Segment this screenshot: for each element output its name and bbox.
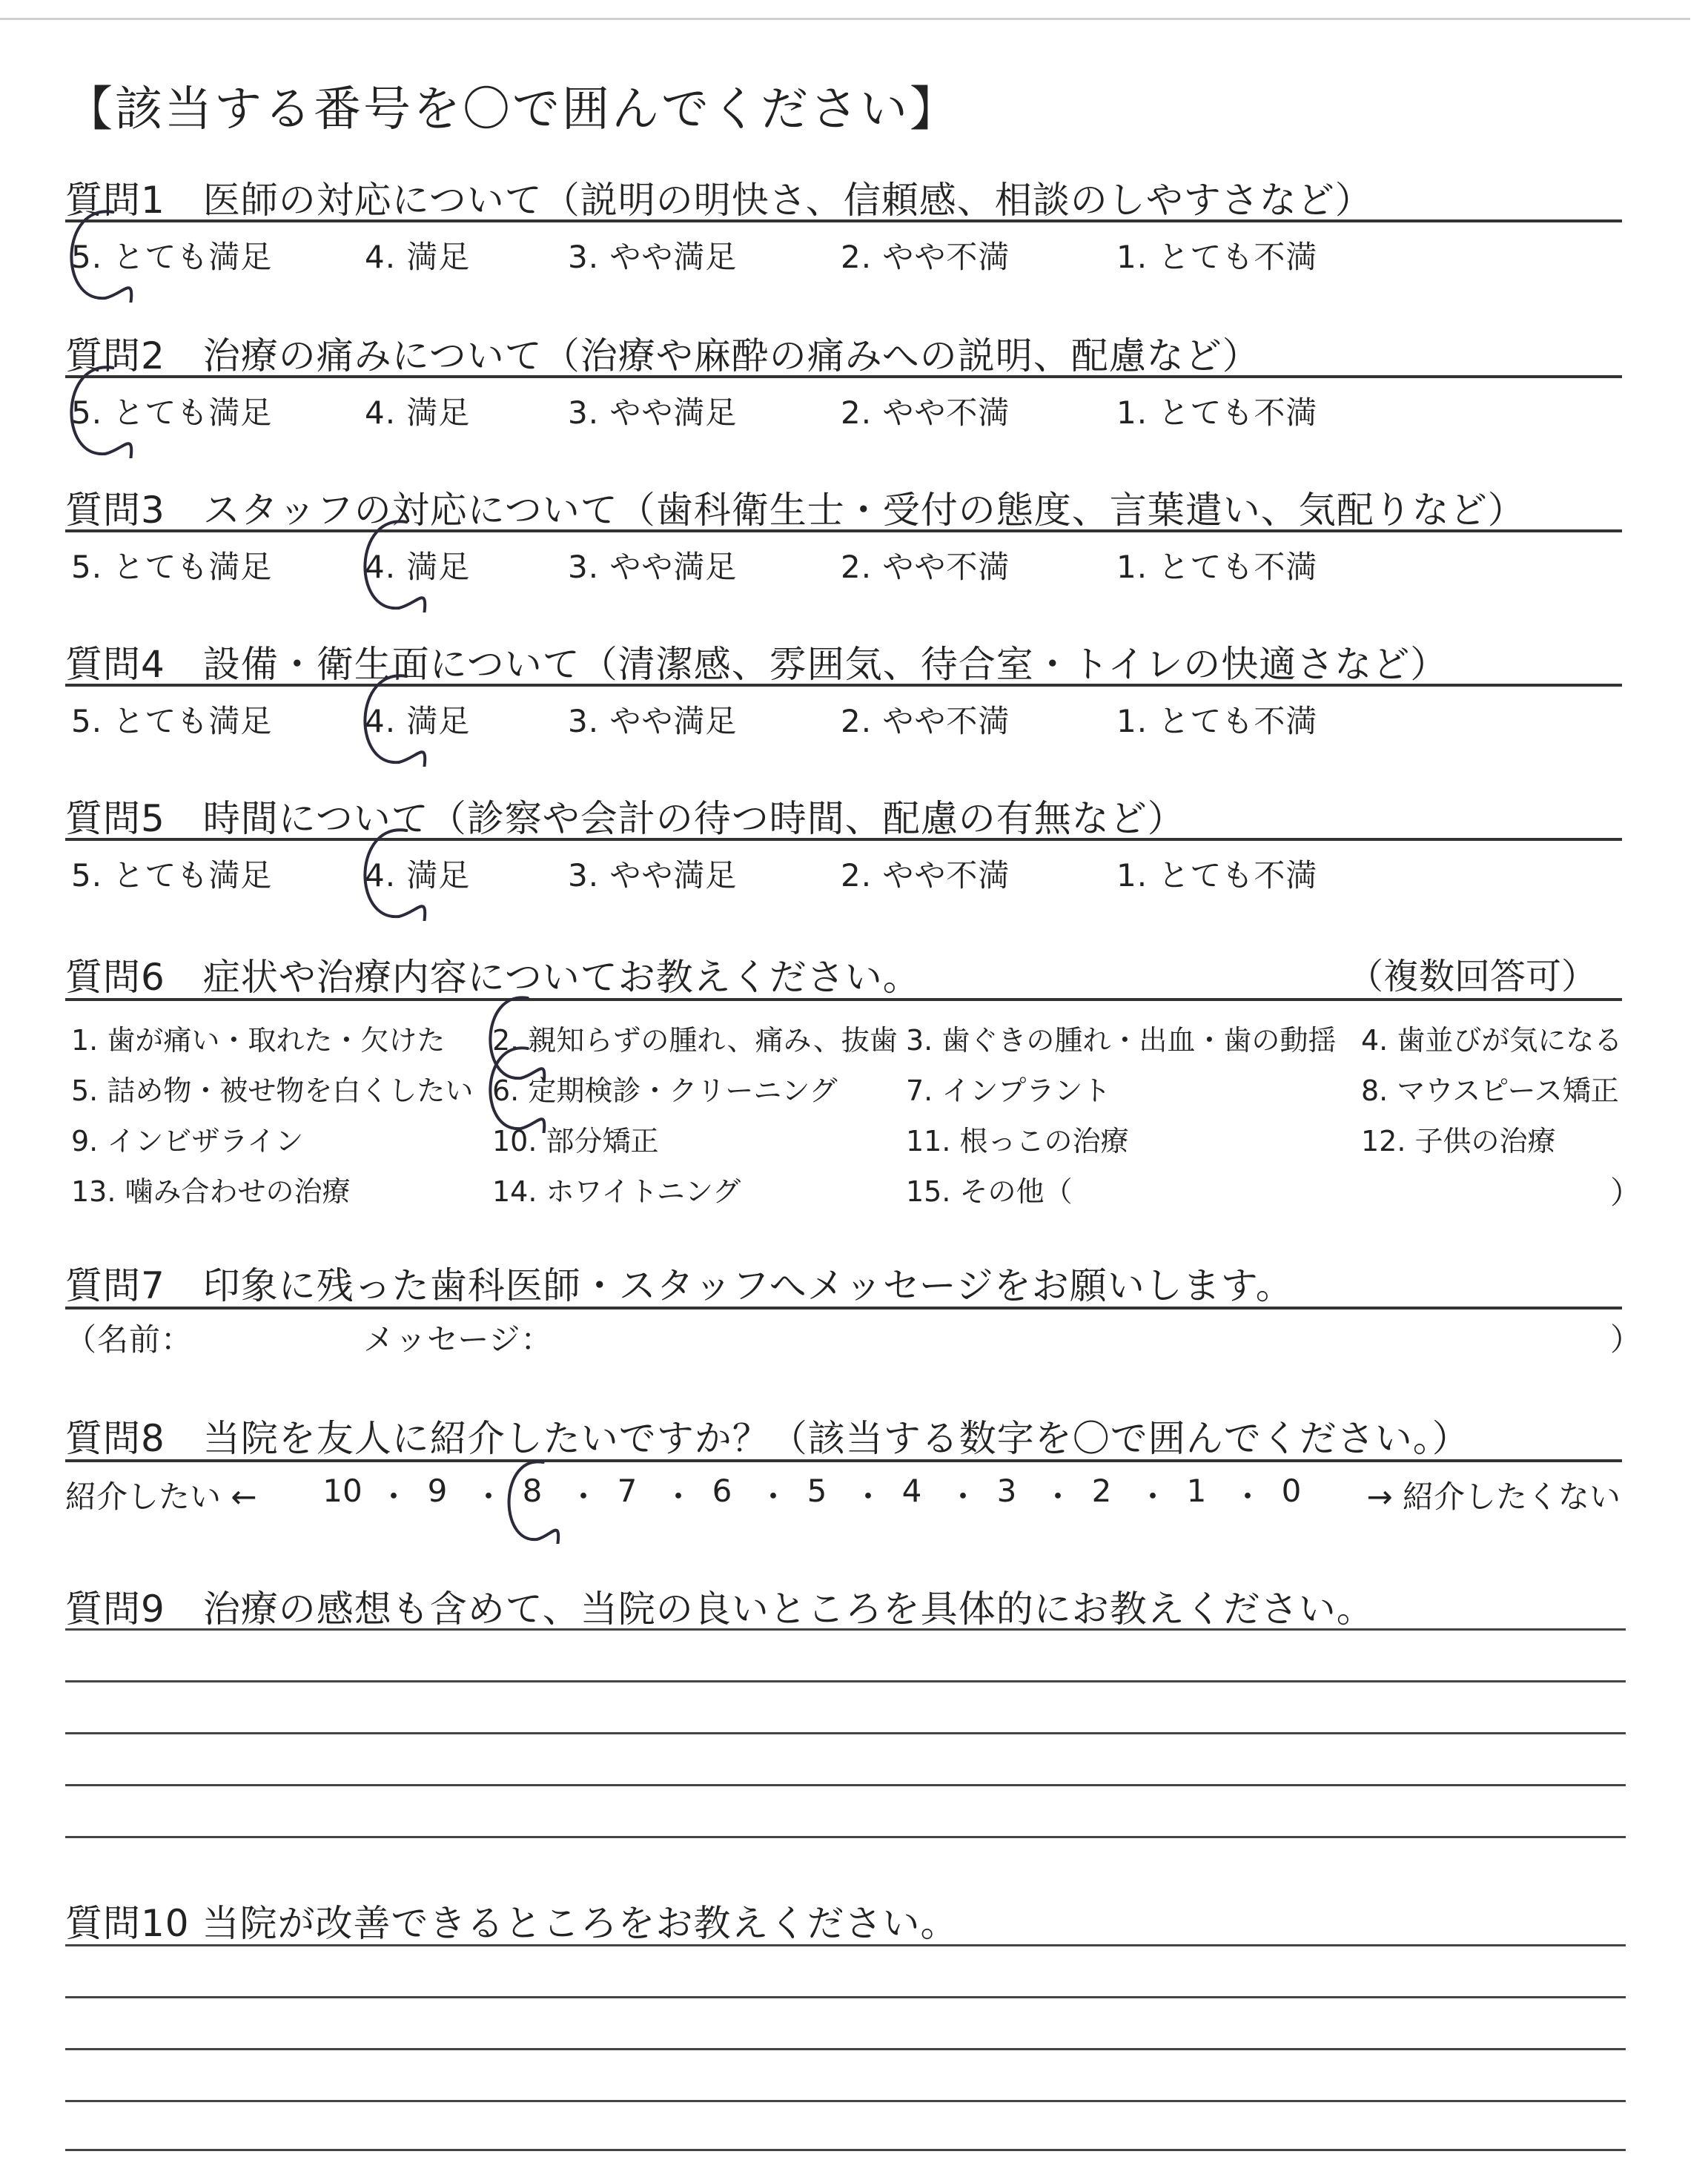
q1-option-4[interactable]: 4. 満足 — [365, 239, 471, 275]
q2-option-2[interactable]: 2. やや不満 — [841, 394, 1010, 431]
q8-scale-4[interactable]: 4 — [901, 1473, 922, 1509]
q6-option-14[interactable]: 14. ホワイトニング — [492, 1175, 741, 1208]
q3-option-4[interactable]: 4. 満足 — [365, 549, 471, 585]
q6-option-11[interactable]: 11. 根っこの治療 — [906, 1125, 1129, 1157]
q8-scale-7[interactable]: 7 — [617, 1473, 638, 1509]
q8-right-label: → 紹介したくない — [1366, 1479, 1621, 1515]
q6-option-6[interactable]: 6. 定期検診・クリーニング — [492, 1074, 838, 1107]
q10-line-3 — [65, 2048, 1626, 2050]
q6-option-13[interactable]: 13. 噛み合わせの治療 — [71, 1175, 351, 1208]
q10-line-1 — [65, 1944, 1626, 1946]
q5-option-2[interactable]: 2. やや不満 — [841, 857, 1010, 894]
q3-option-3[interactable]: 3. やや満足 — [568, 549, 738, 585]
q5-option-3[interactable]: 3. やや満足 — [568, 857, 738, 894]
q8-scale-separator: ・ — [758, 1479, 790, 1515]
q7-rule — [65, 1307, 1622, 1309]
q8-scale-3[interactable]: 3 — [996, 1473, 1017, 1509]
q8-heading: 質問8 当院を友人に紹介したいですか？（該当する数字を〇で囲んでください。） — [65, 1417, 1470, 1460]
q8-rule — [65, 1459, 1622, 1462]
q1-option-3[interactable]: 3. やや満足 — [568, 239, 738, 275]
q9-heading: 質問9 治療の感想も含めて、当院の良いところを具体的にお教えください。 — [65, 1588, 1374, 1631]
q5-option-5[interactable]: 5. とても満足 — [71, 857, 273, 894]
q6-option-2[interactable]: 2. 親知らずの腫れ、痛み、抜歯 — [492, 1024, 898, 1057]
q6-note: （複数回答可） — [1347, 956, 1597, 997]
q8-scale-6[interactable]: 6 — [712, 1473, 732, 1509]
q6-option-1[interactable]: 1. 歯が痛い・取れた・欠けた — [71, 1024, 446, 1057]
q8-scale-separator: ・ — [1042, 1479, 1074, 1515]
q8-selected-circle — [500, 1458, 568, 1544]
q8-scale-2[interactable]: 2 — [1091, 1473, 1112, 1509]
q8-scale-0[interactable]: 0 — [1281, 1473, 1302, 1509]
q8-scale-separator: ・ — [947, 1479, 979, 1515]
q3-rule — [65, 529, 1622, 532]
q8-scale-1[interactable]: 1 — [1186, 1473, 1207, 1509]
q2-option-1[interactable]: 1. とても不満 — [1116, 394, 1318, 431]
q1-option-5[interactable]: 5. とても満足 — [71, 239, 273, 275]
q1-rule — [65, 219, 1622, 222]
q8-scale-5[interactable]: 5 — [807, 1473, 827, 1509]
q2-option-3[interactable]: 3. やや満足 — [568, 394, 738, 431]
q3-heading: 質問3 スタッフの対応について（歯科衛生士・受付の態度、言葉遣い、気配りなど） — [65, 489, 1526, 532]
q4-heading: 質問4 設備・衛生面について（清潔感、雰囲気、待合室・トイレの快適さなど） — [65, 643, 1449, 686]
q2-heading: 質問2 治療の痛みについて（治療や麻酔の痛みへの説明、配慮など） — [65, 334, 1260, 377]
q8-scale-separator: ・ — [1137, 1479, 1169, 1515]
q6-rule — [65, 998, 1622, 1001]
q6-option-8[interactable]: 8. マウスピース矯正 — [1361, 1074, 1619, 1107]
q2-option-4[interactable]: 4. 満足 — [365, 394, 471, 431]
q6-heading: 質問6 症状や治療内容についてお教えください。 — [65, 956, 921, 999]
q6-option-10[interactable]: 10. 部分矯正 — [492, 1125, 659, 1157]
q2-rule — [65, 375, 1622, 378]
q9-line-4 — [65, 1784, 1626, 1786]
q1-heading: 質問1 医師の対応について（説明の明快さ、信頼感、相談のしやすさなど） — [65, 179, 1373, 222]
q4-option-3[interactable]: 3. やや満足 — [568, 703, 738, 739]
q8-scale-separator: ・ — [663, 1479, 695, 1515]
q7-message-label: メッセージ： — [363, 1321, 553, 1358]
q6-other-close-paren: ） — [1610, 1175, 1642, 1211]
q4-rule — [65, 684, 1622, 687]
q10-line-5 — [65, 2149, 1626, 2151]
q1-option-2[interactable]: 2. やや不満 — [841, 239, 1010, 275]
q2-selected-circle — [61, 363, 142, 458]
q2-option-5[interactable]: 5. とても満足 — [71, 394, 273, 431]
q9-line-3 — [65, 1732, 1626, 1734]
q7-close-paren: ） — [1610, 1321, 1642, 1358]
page-title: 【該当する番号を〇で囲んでください】 — [65, 82, 959, 137]
q6-option-5[interactable]: 5. 詰め物・被せ物を白くしたい — [71, 1074, 474, 1107]
q4-option-2[interactable]: 2. やや不満 — [841, 703, 1010, 739]
q10-heading: 質問10 当院が改善できるところをお教えください。 — [65, 1902, 959, 1945]
q7-heading: 質問7 印象に残った歯科医師・スタッフへメッセージをお願いします。 — [65, 1264, 1294, 1307]
q3-option-5[interactable]: 5. とても満足 — [71, 549, 273, 585]
q3-option-1[interactable]: 1. とても不満 — [1116, 549, 1318, 585]
q1-option-1[interactable]: 1. とても不満 — [1116, 239, 1318, 275]
q9-line-5 — [65, 1836, 1626, 1838]
q4-option-5[interactable]: 5. とても満足 — [71, 703, 273, 739]
q3-selected-circle — [354, 518, 436, 612]
q8-scale-9[interactable]: 9 — [427, 1473, 448, 1509]
q4-option-1[interactable]: 1. とても不満 — [1116, 703, 1318, 739]
q3-option-2[interactable]: 2. やや不満 — [841, 549, 1010, 585]
q5-rule — [65, 838, 1622, 841]
q6-option-9[interactable]: 9. インビザライン — [71, 1125, 304, 1157]
q8-scale-8[interactable]: 8 — [522, 1473, 543, 1509]
q5-selected-circle — [354, 826, 436, 921]
q4-selected-circle — [354, 672, 436, 767]
q6-option-15[interactable]: 15. その他（ — [906, 1175, 1073, 1208]
q6-option-3[interactable]: 3. 歯ぐきの腫れ・出血・歯の動揺 — [906, 1024, 1337, 1057]
q8-scale-separator: ・ — [473, 1479, 505, 1515]
q9-line-2 — [65, 1680, 1626, 1682]
q10-line-2 — [65, 1996, 1626, 1998]
q1-selected-circle — [61, 208, 142, 303]
q6-option-12[interactable]: 12. 子供の治療 — [1361, 1125, 1556, 1157]
q7-name-label: （名前： — [65, 1321, 193, 1358]
q5-option-4[interactable]: 4. 満足 — [365, 857, 471, 894]
q8-scale-separator: ・ — [853, 1479, 884, 1515]
q8-scale-separator: ・ — [568, 1479, 600, 1515]
q8-scale-separator: ・ — [1232, 1479, 1264, 1515]
q5-option-1[interactable]: 1. とても不満 — [1116, 857, 1318, 894]
q6-option-4[interactable]: 4. 歯並びが気になる — [1361, 1024, 1623, 1057]
q8-scale-separator: ・ — [378, 1479, 410, 1515]
q9-line-1 — [65, 1628, 1626, 1631]
q10-line-4 — [65, 2100, 1626, 2102]
scan-edge-line — [0, 18, 1690, 20]
q8-left-label: 紹介したい ← — [65, 1479, 257, 1515]
q4-option-4[interactable]: 4. 満足 — [365, 703, 471, 739]
q8-scale-10[interactable]: 10 — [322, 1473, 363, 1509]
q5-heading: 質問5 時間について（診察や会計の待つ時間、配慮の有無など） — [65, 797, 1185, 840]
q6-option-7[interactable]: 7. インプラント — [906, 1074, 1111, 1107]
